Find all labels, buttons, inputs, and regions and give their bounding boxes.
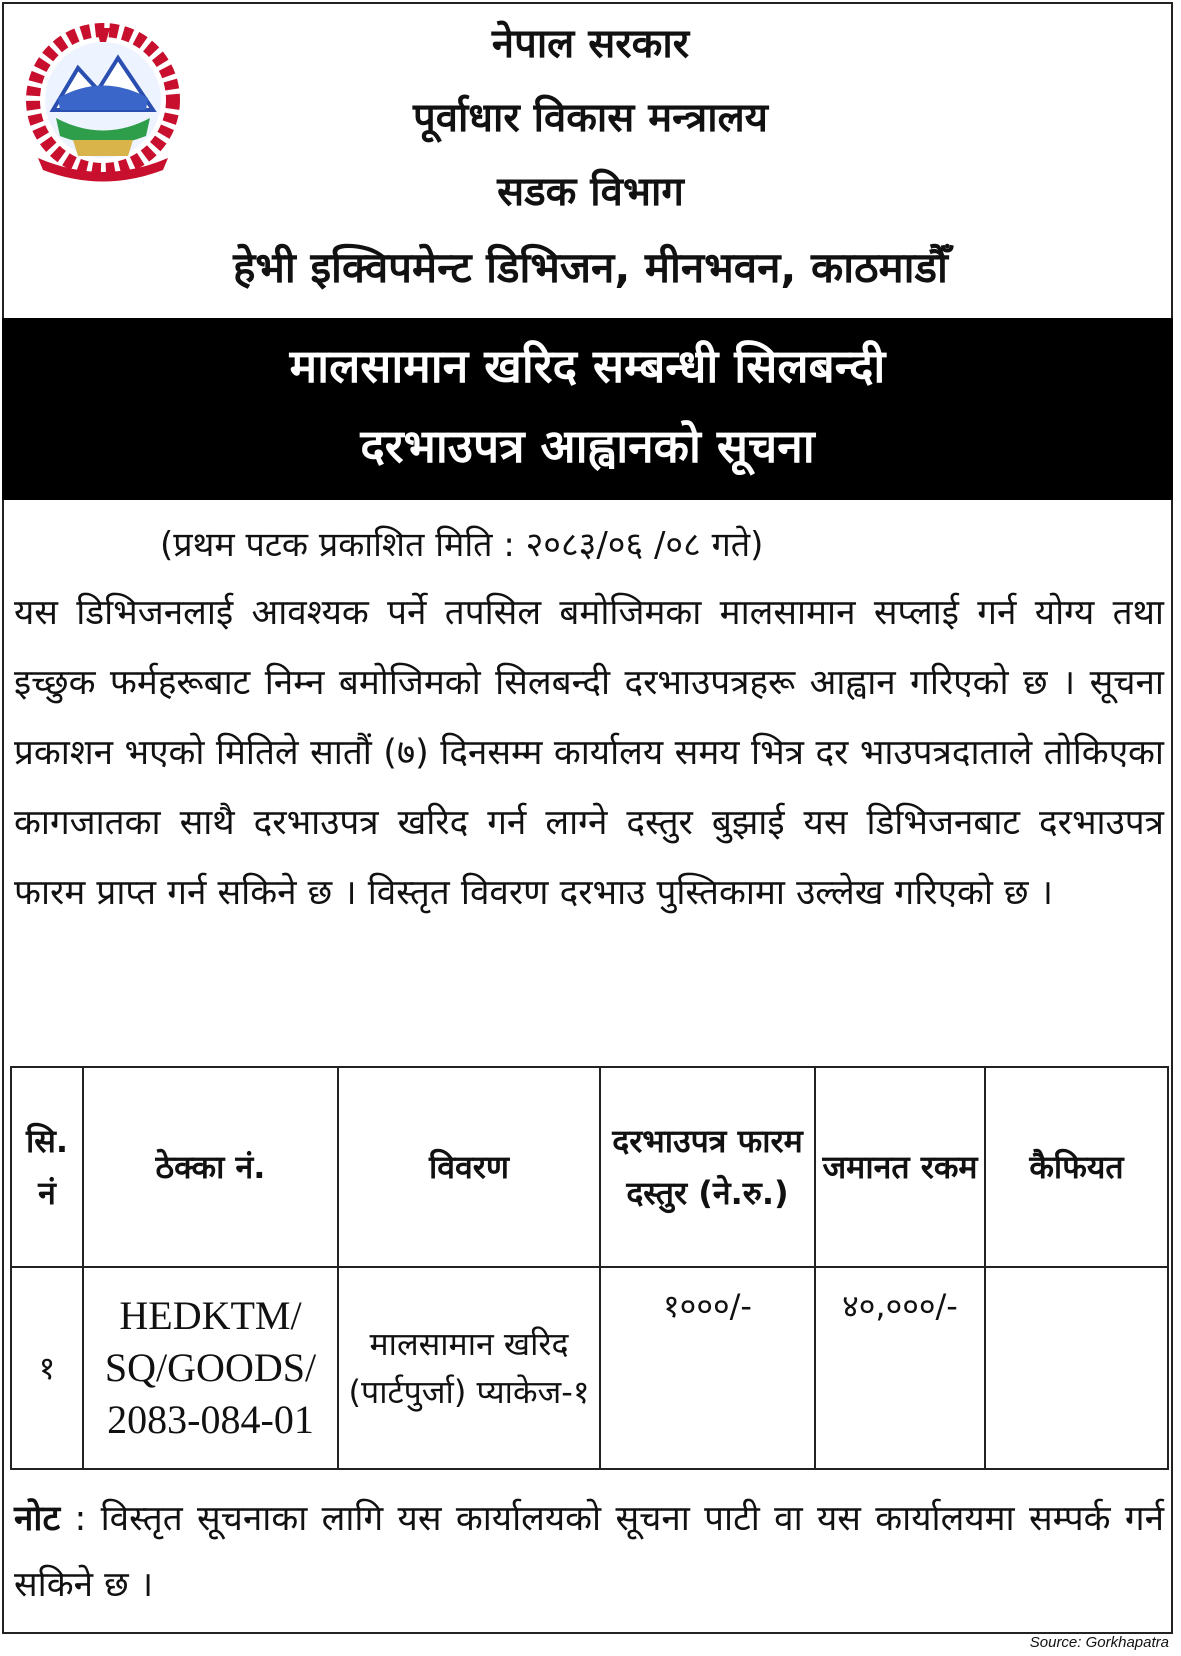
table-row <box>11 1267 1168 1469</box>
note-text: : विस्तृत सूचनाका लागि यस कार्यालयको सूचना पाटी वा यस कार्यालयमा सम्पर्क गर्न सकिने छ । <box>14 1499 1164 1605</box>
col-header-remarks: कैफियत <box>985 1067 1168 1267</box>
col-header-form-fee: दरभाउपत्र फारम दस्तुर (ने.रु.) <box>600 1067 815 1267</box>
tender-table <box>10 1066 1169 1470</box>
col-header-security: जमानत रकम <box>815 1067 985 1267</box>
header-division: हेभी इक्विपमेन्ट डिभिजन, मीनभवन, काठमाडौँ <box>233 243 948 292</box>
notice-title-line2: दरभाउपत्र आह्वानको सूचना <box>360 419 815 473</box>
header-ministry: पूर्वाधार विकास मन्त्रालय <box>413 95 768 141</box>
cell-sn: १ <box>11 1267 83 1469</box>
cell-form-fee: १०००/- <box>600 1267 815 1469</box>
col-header-sn: सि. नं <box>11 1067 83 1267</box>
col-header-description: विवरण <box>338 1067 600 1267</box>
title-band <box>2 318 1173 500</box>
cell-description: मालसामान खरिद (पार्टपुर्जा) प्याकेज-१ <box>338 1267 600 1469</box>
cell-contract-no: HEDKTM/ SQ/GOODS/ 2083-084-01 <box>83 1267 338 1469</box>
col-header-contract-no: ठेक्का नं. <box>83 1067 338 1267</box>
cell-security: ४०,०००/- <box>815 1267 985 1469</box>
table-header-row <box>11 1067 1168 1267</box>
note-section <box>14 1486 1164 1618</box>
publication-date: (प्रथम पटक प्रकाशित मिति : २०८३/०६ /०८ गते) <box>160 525 764 565</box>
note-label: नोट <box>14 1499 61 1539</box>
notice-body: यस डिभिजनलाई आवश्यक पर्ने तपसिल बमोजिमका मालसामान सप्लाई गर्न योग्य तथा इच्छुक फर्महरूबाट निम्न बमोजिमको सिलबन्दी दरभाउपत्रहरू आह्वान गरिएको छ । सूचना प्रकाशन भएको मितिले सातौं (७) दिनसम्म कार्यालय समय भित्र दर भाउपत्रदाताले तोकिएका कागजातका साथै दरभाउपत्र खरिद गर्न लाग्ने दस्तुर बुझाई यस डिभिजनबाट दरभाउपत्र फारम प्राप्त गर्न सकिने छ । विस्तृत विवरण दरभाउ पुस्तिकामा उल्लेख गरिएको छ । <box>14 593 1164 913</box>
header-government: नेपाल सरकार <box>491 21 690 67</box>
header-department: सडक विभाग <box>497 169 684 215</box>
source-credit: Source: Gorkhapatra <box>1029 1634 1169 1651</box>
cell-remarks <box>985 1267 1168 1469</box>
notice-title-line1: मालसामान खरिद सम्बन्धी सिलबन्दी <box>289 339 886 393</box>
